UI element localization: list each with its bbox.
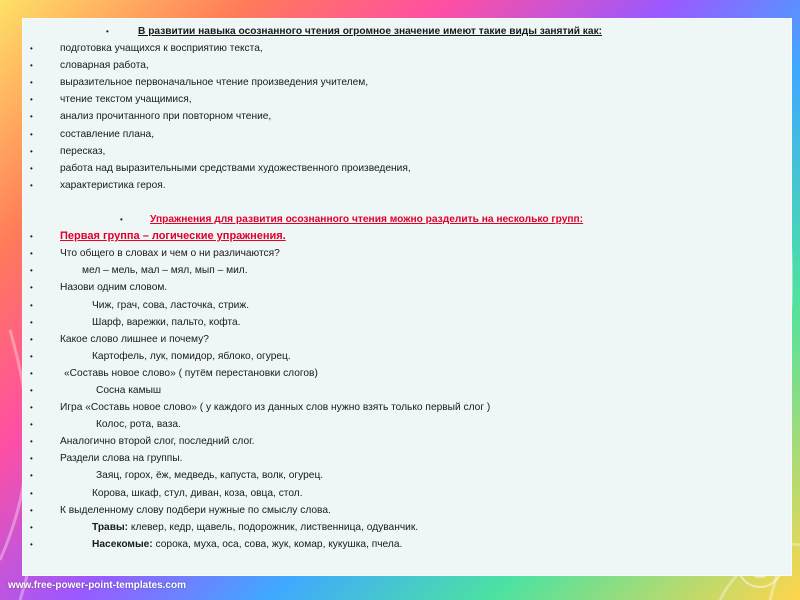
list-item (30, 57, 770, 74)
list-item (30, 91, 770, 108)
item-text: Корова, шкаф, стул, диван, коза, овца, стол. (92, 487, 303, 499)
item-text: составление плана, (60, 128, 155, 140)
item-text: Шарф, варежки, пальто, кофта. (92, 316, 241, 328)
item-text: Раздели слова на группы. (60, 453, 183, 465)
item-text: работа над выразительными средствами художественного произведения, (60, 162, 411, 174)
bullet-icon: • (30, 146, 33, 156)
list-item (30, 450, 770, 467)
item-text: подготовка учащихся к восприятию текста, (60, 43, 263, 55)
list-item (30, 177, 770, 194)
item-rest-text: сорока, муха, оса, сова, жук, комар, кукушка, пчела. (152, 538, 403, 550)
bullet-icon: • (30, 351, 33, 361)
item-text: Сосна камыш (96, 384, 162, 396)
bullet-icon: • (30, 163, 33, 173)
item-text: Картофель, лук, помидор, яблоко, огурец. (92, 350, 291, 362)
list-item (30, 365, 770, 382)
item-text: К выделенному слову подбери нужные по смыслу слова. (60, 504, 331, 516)
bullet-icon: • (30, 95, 33, 105)
bullet-icon: • (30, 454, 33, 464)
bullet-icon: • (30, 420, 33, 430)
list-item (30, 348, 770, 365)
item-text: характеристика героя. (60, 179, 166, 191)
item-text: В развитии навыка осознанного чтения огромное значение имеют такие виды занятий как: (138, 26, 603, 37)
item-text: словарная работа, (60, 60, 149, 72)
bullet-icon: • (30, 44, 33, 54)
bullet-icon: • (30, 334, 33, 344)
bullet-icon: • (30, 403, 33, 413)
list-item (30, 194, 770, 211)
bullet-icon: • (30, 300, 33, 310)
list-item (30, 40, 770, 57)
bullet-icon: • (30, 78, 33, 88)
bullet-icon: • (30, 368, 33, 378)
item-text: «Составь новое слово» ( путём перестановки слогов) (64, 367, 318, 379)
list-item (30, 416, 770, 433)
bullet-icon: • (30, 522, 33, 532)
item-lead-label: Насекомые: (92, 538, 153, 550)
bullet-icon: • (30, 471, 33, 481)
list-item (30, 331, 770, 348)
list-item (30, 228, 770, 245)
list-item (30, 245, 770, 262)
list-item (30, 23, 770, 40)
item-text: выразительное первоначальное чтение произведения учителем, (60, 77, 369, 89)
item-text: Какое слово лишнее и почему? (60, 333, 209, 345)
bullet-icon: • (30, 488, 33, 498)
list-item (30, 297, 770, 314)
list-item (30, 399, 770, 416)
list-item (30, 211, 770, 228)
bullet-icon: • (30, 232, 33, 242)
item-text: Назови одним словом. (60, 282, 168, 294)
footer-url: www.free-power-point-templates.com (8, 580, 186, 591)
item-text: анализ прочитанного при повторном чтение, (60, 111, 272, 123)
item-text: Игра «Составь новое слово» ( у каждого из данных слов нужно взять только первый слог ) (60, 402, 491, 414)
item-text: чтение текстом учащимися, (60, 94, 192, 106)
list-item (30, 314, 770, 331)
bullet-icon: • (30, 317, 33, 327)
item-text: Упражнения для развития осознанного чтения можно разделить на несколько групп: (150, 214, 584, 226)
bullet-icon: • (30, 61, 33, 71)
bullet-icon: • (120, 215, 123, 225)
bullet-icon: • (30, 283, 33, 293)
list-item (30, 536, 770, 553)
list-item (30, 160, 770, 177)
list-item (30, 143, 770, 160)
item-lead-label: Травы: (92, 521, 129, 533)
list-item (30, 519, 770, 536)
bullet-icon: • (30, 249, 33, 259)
list-item (30, 126, 770, 143)
list-item (30, 262, 770, 279)
bullet-icon: • (30, 505, 33, 515)
list-item (30, 485, 770, 502)
item-text (92, 519, 418, 536)
list-item (30, 382, 770, 399)
item-rest-text: клевер, кедр, щавель, подорожник, лиственница, одуванчик. (128, 521, 419, 533)
bullet-icon: • (30, 385, 33, 395)
bullet-icon: • (30, 266, 33, 276)
bullet-icon: • (30, 112, 33, 122)
list-item (30, 279, 770, 296)
item-text: Первая группа – логические упражнения. (60, 230, 286, 243)
bullet-icon: • (30, 129, 33, 139)
list-item (30, 433, 770, 450)
item-text: мел – мель, мал – мял, мып – мил. (82, 265, 248, 277)
list-item (30, 502, 770, 519)
item-text (92, 536, 402, 553)
bullet-icon: • (30, 539, 33, 549)
item-text: Заяц, горох, ёж, медведь, капуста, волк, огурец. (96, 470, 324, 482)
item-text: пересказ, (60, 145, 106, 157)
slide-text (30, 23, 770, 553)
item-text: Что общего в словах и чем о ни различаются? (60, 248, 280, 260)
bullet-icon: • (30, 180, 33, 190)
item-text: Аналогично второй слог, последний слог. (60, 436, 255, 448)
bullet-icon: • (30, 437, 33, 447)
item-text: Чиж, грач, сова, ласточка, стриж. (92, 299, 250, 311)
list-item (30, 467, 770, 484)
item-text: Колос, рота, ваза. (96, 419, 181, 431)
bullet-icon: • (106, 27, 109, 36)
list-item (30, 108, 770, 125)
list-item (30, 74, 770, 91)
